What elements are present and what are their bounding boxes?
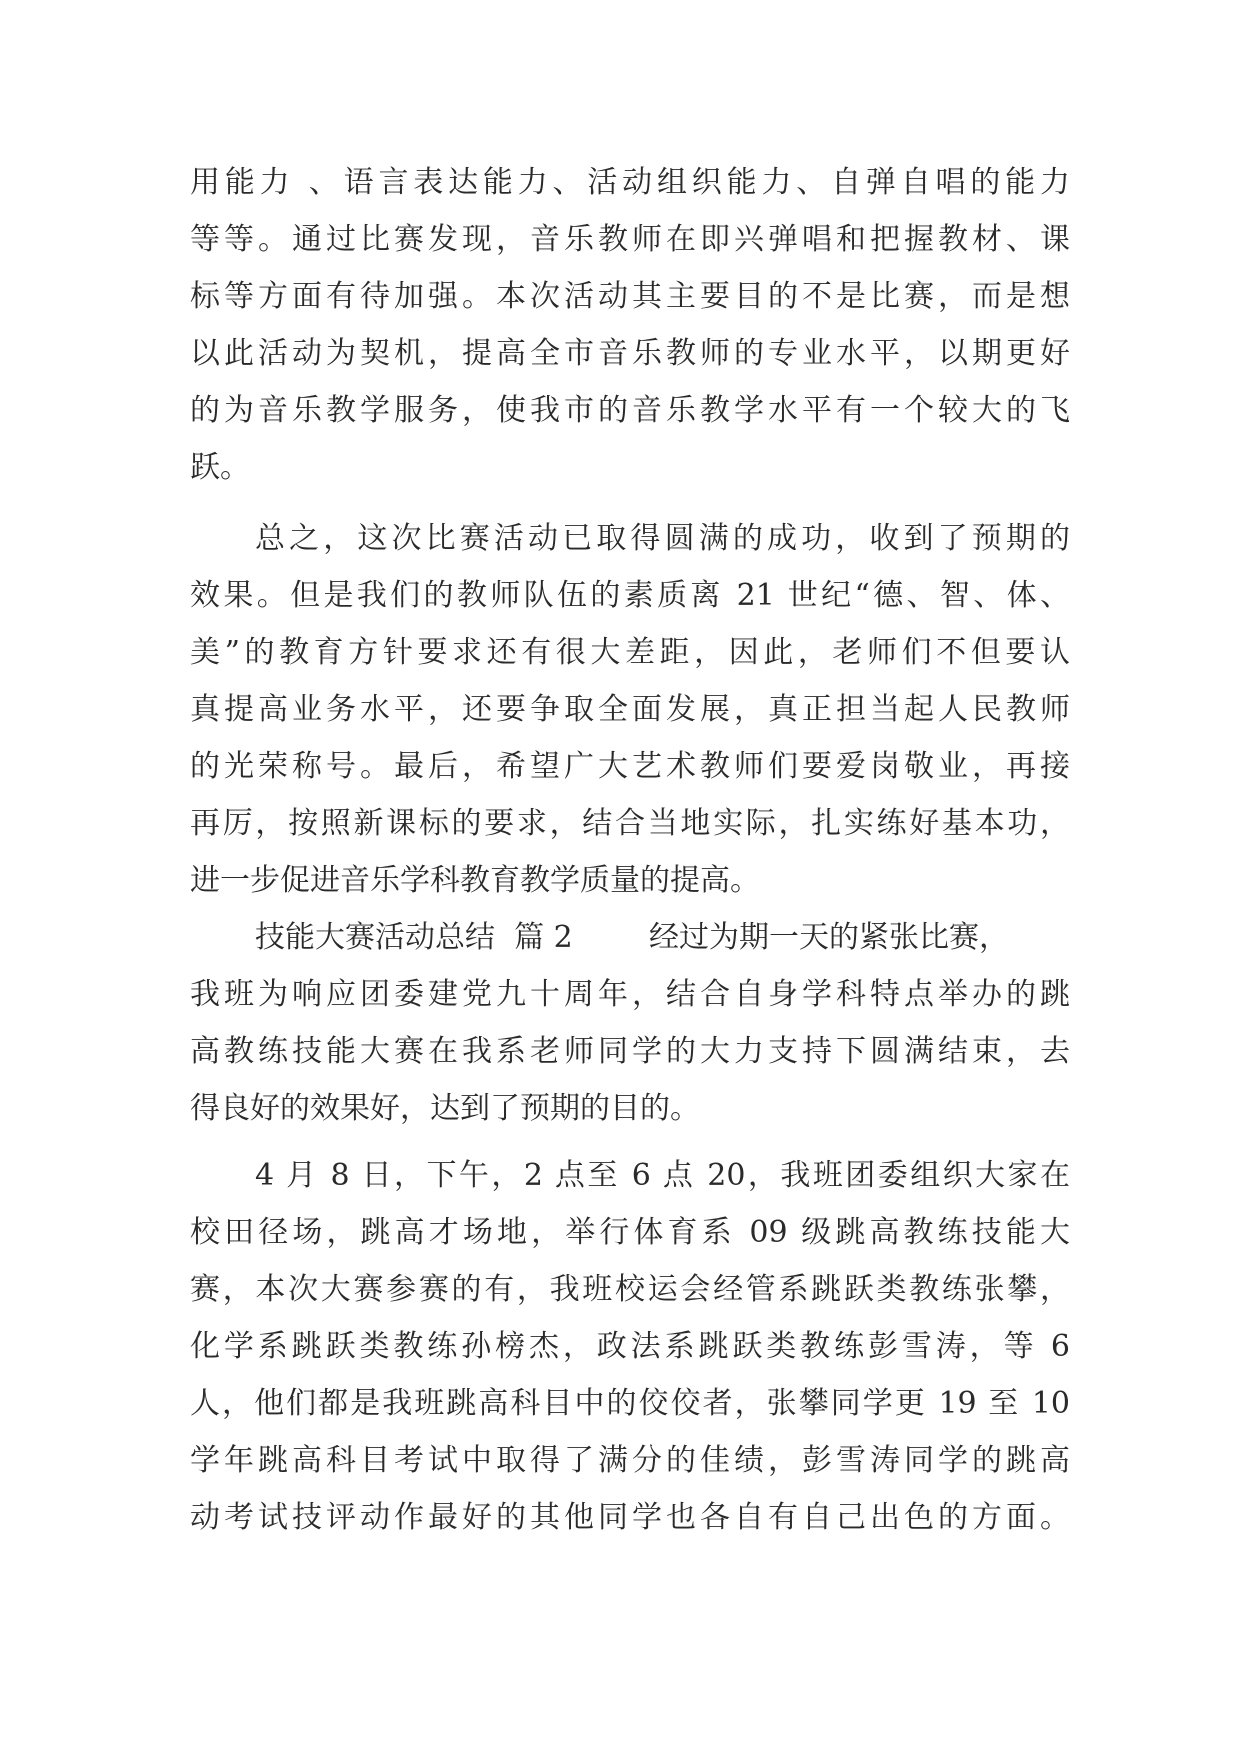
text-line: 的光荣称号。最后，希望广大艺术教师们要爱岗敬业，再接 [190,749,1070,784]
text-line: 的为音乐教学服务，使我市的音乐教学水平有一个较大的飞 [190,393,1070,428]
text-line: 得良好的效果好，达到了预期的目的。 [190,1091,700,1126]
text-line: 美”的教育方针要求还有很大差距，因此，老师们不但要认 [190,635,1070,670]
text-line: 赛，本次大赛参赛的有，我班校运会经管系跳跃类教练张攀， [190,1272,1070,1307]
text-line: 化学系跳跃类教练孙榜杰，政法系跳跃类教练彭雪涛，等 6 [190,1329,1070,1364]
text-line: 跃。 [190,450,250,485]
text-line: 以此活动为契机，提高全市音乐教师的专业水平，以期更好 [190,336,1070,371]
text-line: 人，他们都是我班跳高科目中的佼佼者，张攀同学更 19 至 10 [190,1386,1070,1421]
text-line: 再厉，按照新课标的要求，结合当地实际，扎实练好基本功， [190,806,1070,841]
text-line: 效果。但是我们的教师队伍的素质离 21 世纪“德、智、体、 [190,578,1070,613]
section-heading-line: 技能大赛活动总结 篇 2 经过为期一天的紧张比赛， [255,920,1009,955]
text-line: 用能力 、语言表达能力、活动组织能力、自弹自唱的能力 [190,165,1070,200]
text-line: 校田径场，跳高才场地，举行体育系 09 级跳高教练技能大 [190,1215,1070,1250]
text-line: 真提高业务水平，还要争取全面发展，真正担当起人民教师 [190,692,1070,727]
paragraph-first-line: 总之，这次比赛活动已取得圆满的成功，收到了预期的 [255,521,1070,556]
text-line: 高教练技能大赛在我系老师同学的大力支持下圆满结束，去 [190,1034,1070,1069]
text-line: 学年跳高科目考试中取得了满分的佳绩，彭雪涛同学的跳高 [190,1443,1070,1478]
paragraph-first-line: 4 月 8 日，下午，2 点至 6 点 20，我班团委组织大家在 [255,1158,1070,1193]
text-line: 动考试技评动作最好的其他同学也各自有自己出色的方面。 [190,1500,1070,1535]
text-line: 等等。通过比赛发现，音乐教师在即兴弹唱和把握教材、课 [190,222,1070,257]
text-line: 标等方面有待加强。本次活动其主要目的不是比赛，而是想 [190,279,1070,314]
text-line: 我班为响应团委建党九十周年，结合自身学科特点举办的跳 [190,977,1070,1012]
text-line: 进一步促进音乐学科教育教学质量的提高。 [190,863,760,898]
